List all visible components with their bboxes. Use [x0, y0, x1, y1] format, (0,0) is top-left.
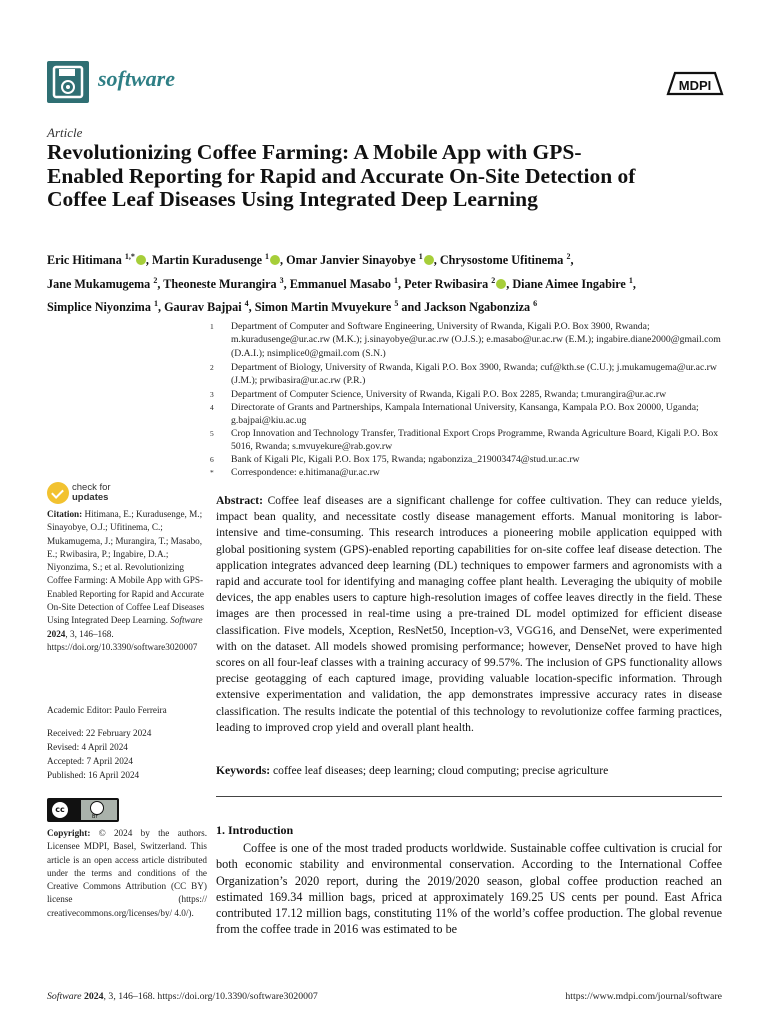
abstract-text: Coffee leaf diseases are a significant challenge for coffee cultivation. They can reduce yields, impact bean quality, and necessitate costly disease management efforts. Manual monitoring is labor-intensive and time-consuming. This research introduces a pioneering mobile application equipped with global positioning system (GPS)-enabled reporting capabilities for on-site coffee leaf disease detection. The application integrates advanced deep learning (DL) techniques to empower farmers and agronomists with a rapid and accurate tool for identifying and managing coffee plant health. Leveraging the ubiquity of mobile devices, the app enables users to capture high-resolution images of coffee leaves directly in the field. These images are then processed in real-time using a pre-trained DL model optimized for efficient disease classification. Five models, Xception, ResNet50, Inception-v3, VGG16, and DenseNet, were experimented with on the dataset. All models showed promising performance; however, DenseNet proved to have high scores on all four-leaf classes with a training accuracy of 99.57%. The inclusion of GPS functionality allows precise geotagging of each captured image, providing valuable location-specific information. Through extensive experimentation and validation, the app demonstrates impressive accuracy rates in disease classification. The results indicate the potential of this technology to revolutionize coffee farming practices, leading to improved crop yield and overall plant health. [216, 494, 723, 734]
check-updates-line1: check for [72, 482, 111, 493]
cc-icon: cc [50, 800, 70, 820]
copyright-text: © 2024 by the authors. Licensee MDPI, Basel, Switzerland. This article is an open access article distributed under the terms and conditions of the Creative Commons Attribution (CC BY) license (https:// creativecommons.org/licenses/by/ 4.0/). [47, 828, 207, 918]
author-name[interactable]: Eric Hitimana [47, 253, 122, 268]
citation-block [47, 508, 207, 654]
author-separator: , [157, 276, 164, 291]
author-affiliation-sup: 1 [394, 275, 399, 285]
author-name[interactable]: Martin Kuradusenge [151, 253, 262, 268]
affiliation-number: 4 [210, 403, 214, 412]
affiliation-text: Department of Computer and Software Engineering, University of Rwanda, Kigali P.O. Box 3900, Rwanda; m.kuradusenge@ur.ac.rw (M.K.); j.sinayobye@ur.ac.rw (O.J.S.); e.masabo@ur.ac.rw (E.M.); ingabire.diane2000@gmail.com (D.A.I.); nsimplice0@gmail.com (S.N.) [231, 321, 721, 359]
author-affiliation-sup: 2 [153, 275, 158, 285]
footer-rest: , 3, 146–168. https://doi.org/10.3390/software3020007 [103, 991, 318, 1002]
author-name[interactable]: Simon Martin Mvuyekure [254, 300, 392, 315]
affiliation-text: Correspondence: e.hitimana@ur.ac.rw [231, 467, 380, 478]
affiliation-6 [210, 453, 730, 466]
abstract [216, 493, 722, 736]
affiliation-3 [210, 388, 730, 401]
correspondence [210, 466, 730, 479]
affiliation-number: 5 [210, 429, 214, 438]
affiliation-text: Department of Biology, University of Rwanda, Kigali P.O. Box 3900, Rwanda; cuf@kth.se (C.U.); j.mukamugema@ur.ac.rw (J.M.); prwibasira@ur.ac.rw (P.R.) [231, 362, 717, 387]
author-affiliation-sup: 4 [244, 299, 249, 309]
author-separator: and [398, 300, 425, 315]
footer-journal-link[interactable]: https://www.mdpi.com/journal/software [565, 991, 722, 1002]
author-name[interactable]: Jackson Ngabonziza [424, 300, 531, 315]
keywords [216, 763, 722, 779]
keywords-label: Keywords: [216, 764, 271, 777]
by-label: BY [92, 814, 99, 820]
author-affiliation-sup: 3 [279, 275, 284, 285]
author-list [47, 247, 727, 318]
footer-citation [47, 991, 318, 1002]
affiliation-number: 3 [210, 390, 214, 399]
affiliation-1 [210, 320, 730, 360]
mdpi-logo-icon[interactable] [665, 68, 725, 98]
author-name[interactable]: Chrysostome Ufitinema [439, 253, 564, 268]
copyright-block [47, 827, 207, 920]
author-separator: , [433, 253, 440, 268]
author-name[interactable]: Theoneste Murangira [163, 276, 277, 291]
author-separator: , [248, 300, 255, 315]
journal-logo-icon [47, 61, 89, 103]
author-affiliation-sup: 1 [153, 299, 158, 309]
author-separator: , [283, 276, 290, 291]
author-separator: , [506, 276, 513, 291]
orcid-icon[interactable] [424, 255, 434, 265]
introduction-text: Coffee is one of the most traded products worldwide. Sustainable coffee cultivation is crucial for both economic stability and environmental conservation. According to the International Coffee Organization’s 2020 report, during the 2019/2020 season, global coffee production reached an estimated 169.34 million bags, priced at approximately 169.25 US cents per pound. East Africa contributed 17.12 million bags, constituting 11% of the world’s coffee production. The global revenue from the coffee trade in 2016 was estimated to be [216, 841, 722, 937]
citation-journal: Software [170, 615, 203, 626]
article-type: Article [47, 125, 83, 140]
by-icon [81, 800, 117, 820]
section-heading-introduction: 1. Introduction [216, 823, 294, 837]
affiliation-number: 1 [210, 322, 214, 331]
abstract-label: Abstract: [216, 494, 264, 507]
author-separator: , [570, 253, 574, 268]
citation-year: 2024 [47, 628, 66, 639]
date-accepted: Accepted: 7 April 2024 [47, 756, 133, 766]
date-published: Published: 16 April 2024 [47, 770, 140, 780]
author-separator: , [157, 300, 165, 315]
affiliation-number: * [210, 468, 214, 477]
citation-text: Hitimana, E.; Kuradusenge, M.; Sinayobye, O.J.; Ufitinema, C.; Mukamugema, J.; Murangira, T.; Masabo, E.; Rwibasira, P.; Ingabire, D.A.; Niyonzima, S.; et al. Revolutionizing Coffee Farming: A Mobile App with GPS-Enabled Reporting for Rapid and Accurate On-Site Detection of Coffee Leaf Diseases Using Integrated Deep Learning. [47, 509, 205, 626]
author-affiliation-sup: 2 [491, 275, 496, 285]
paper-title: Revolutionizing Coffee Farming: A Mobile App with GPS-Enabled Reporting for Rapid and Accurate On-Site Detection of Coffee Leaf Diseases Using Integrated Deep Learning [47, 140, 636, 211]
affiliation-text: Bank of Kigali Plc, Kigali P.O. Box 175, Rwanda; ngabonziza_219003474@stud.ur.ac.rw [231, 454, 580, 465]
author-name[interactable]: Simplice Niyonzima [47, 300, 151, 315]
affiliation-2 [210, 361, 730, 388]
author-name[interactable]: Gaurav Bajpai [164, 300, 242, 315]
author-affiliation-sup: 2 [566, 252, 571, 261]
section-divider [216, 796, 722, 797]
date-revised: Revised: 4 April 2024 [47, 742, 128, 752]
affiliation-text: Department of Computer Science, University of Rwanda, Kigali P.O. Box 2285, Rwanda; t.murangira@ur.ac.rw [231, 389, 667, 400]
author-affiliation-sup: 5 [394, 299, 399, 309]
author-name[interactable]: Peter Rwibasira [404, 276, 489, 291]
affiliation-number: 2 [210, 363, 214, 372]
check-updates-line2: updates [72, 492, 109, 503]
affiliation-5 [210, 427, 730, 454]
author-name[interactable]: Omar Janvier Sinayobye [286, 253, 416, 268]
orcid-icon[interactable] [136, 255, 146, 265]
citation-rest: , 3, 146–168. https://doi.org/10.3390/software3020007 [47, 628, 198, 652]
author-separator: , [280, 253, 287, 268]
footer-year: 2024 [83, 991, 104, 1002]
author-separator: , [398, 276, 405, 291]
check-for-updates-button[interactable] [47, 482, 167, 504]
author-separator: , [145, 253, 152, 268]
affiliation-number: 6 [210, 455, 214, 464]
author-name[interactable]: Diane Aimee Ingabire [512, 276, 626, 291]
check-updates-icon [47, 482, 69, 504]
author-affiliation-sup: 6 [533, 299, 538, 309]
author-affiliation-sup: 1 [418, 252, 423, 261]
footer-journal: Software [47, 991, 82, 1002]
affiliation-text: Crop Innovation and Technology Transfer, Traditional Export Crops Programme, Rwanda Agriculture Board, Kigali P.O. Box 5016, Rwanda; s.mvuyekure@rab.gov.rw [231, 428, 719, 453]
author-affiliation-sup: 1,* [124, 252, 135, 261]
affiliation-4 [210, 401, 730, 428]
author-affiliation-sup: 1 [628, 275, 633, 285]
academic-editor: Academic Editor: Paulo Ferreira [47, 705, 167, 715]
orcid-icon[interactable] [270, 255, 280, 265]
cc-by-license-icon[interactable] [47, 798, 119, 822]
author-separator: , [632, 276, 636, 291]
author-name[interactable]: Emmanuel Masabo [289, 276, 391, 291]
mdpi-logo-text: MDPI [678, 78, 712, 93]
affiliation-text: Directorate of Grants and Partnerships, Kampala International University, Kansanga, Kampala P.O. Box 20000, Uganda; g.bajpai@kiu.ac.ug [231, 402, 699, 427]
orcid-icon[interactable] [496, 279, 506, 289]
copyright-label: Copyright: [47, 828, 91, 838]
date-received: Received: 22 February 2024 [47, 728, 152, 738]
keywords-text: coffee leaf diseases; deep learning; cloud computing; precise agriculture [273, 764, 609, 777]
citation-label: Citation: [47, 509, 83, 519]
journal-name[interactable]: software [98, 66, 175, 91]
author-affiliation-sup: 1 [265, 252, 270, 261]
author-name[interactable]: Jane Mukamugema [47, 276, 151, 291]
